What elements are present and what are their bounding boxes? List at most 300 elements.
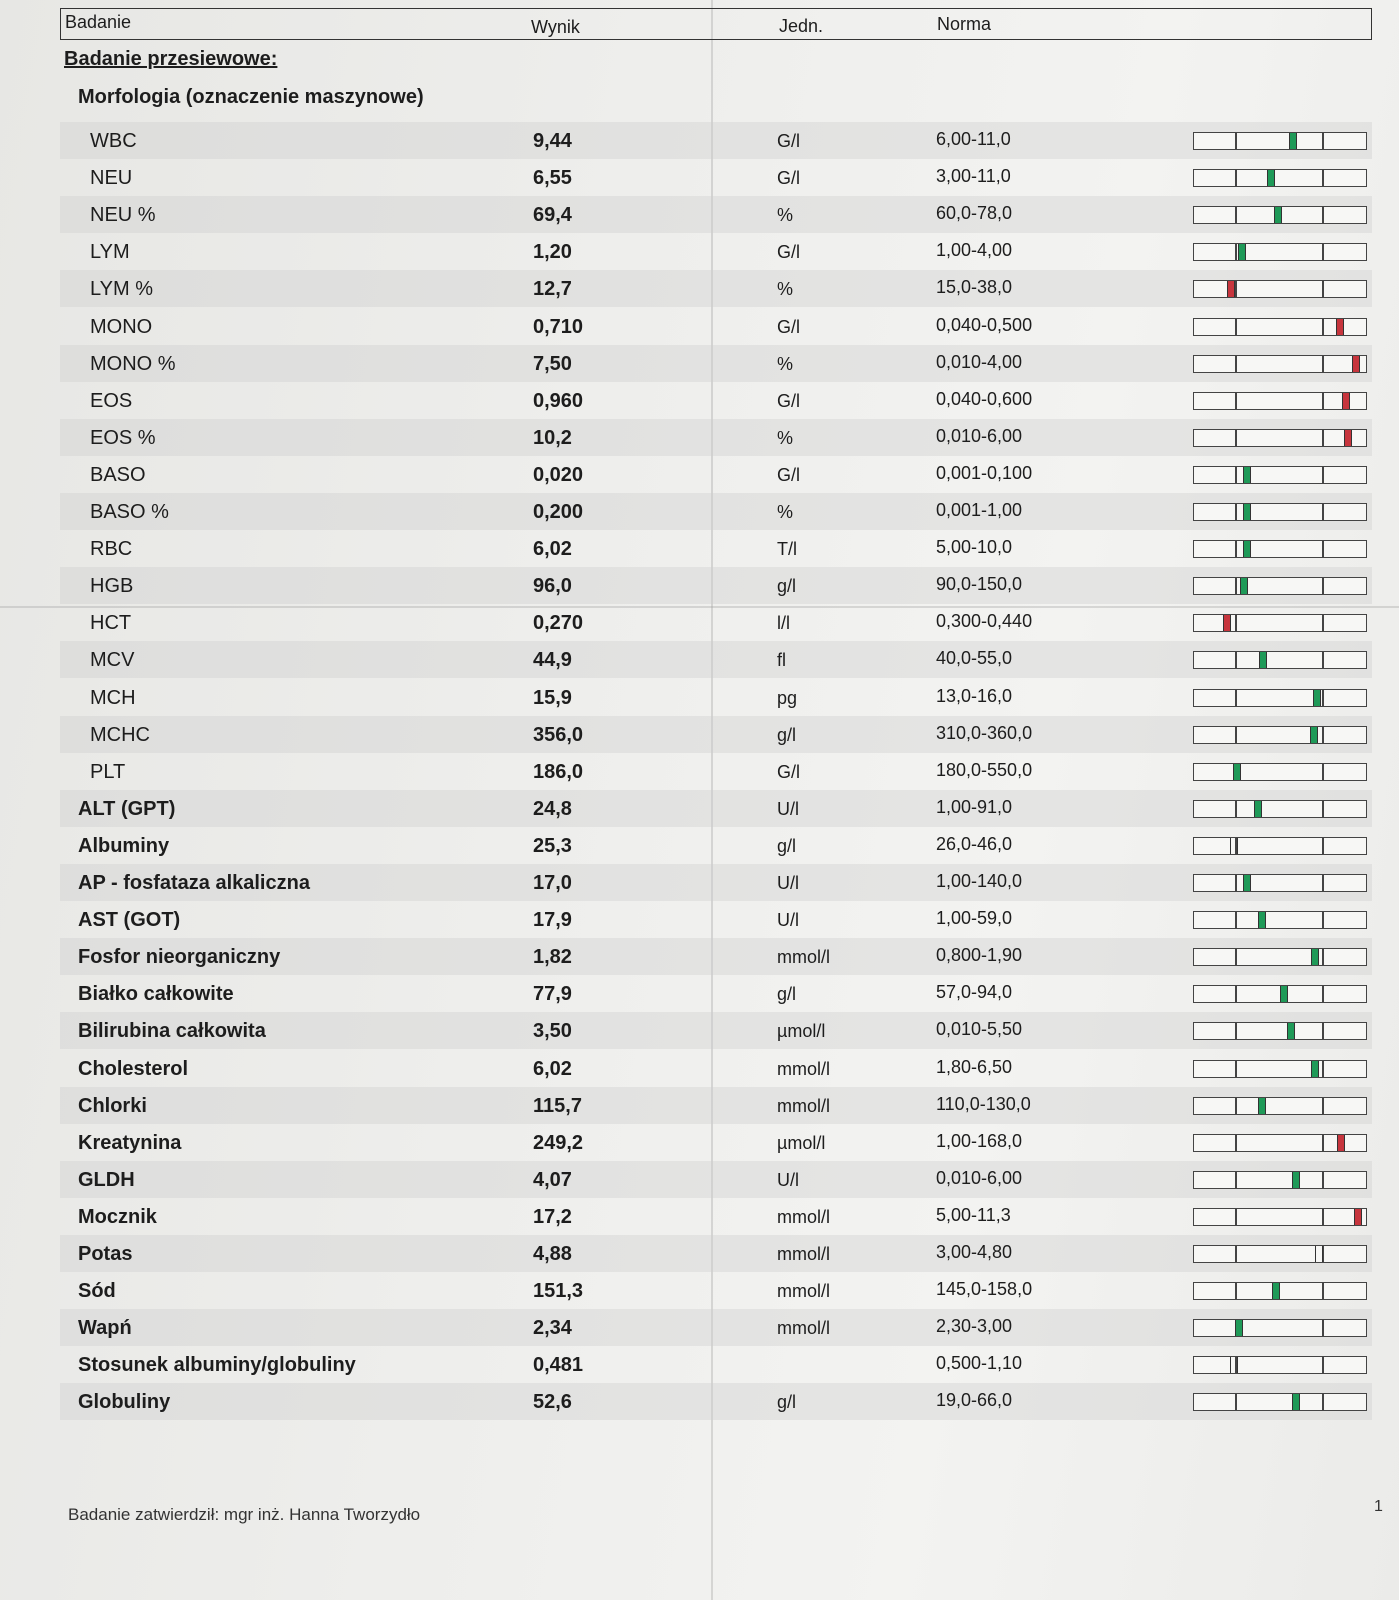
test-unit: T/l	[777, 539, 797, 560]
table-header	[60, 8, 1372, 40]
test-result: 6,55	[533, 167, 572, 190]
range-lower-tick	[1235, 1209, 1237, 1225]
test-norm: 60,0-78,0	[936, 203, 1013, 224]
table-row	[60, 196, 1372, 233]
test-result: 151,3	[533, 1280, 584, 1303]
result-marker	[1310, 727, 1318, 743]
test-name: Białko całkowite	[78, 983, 234, 1006]
range-indicator-bar	[1193, 651, 1367, 669]
result-marker	[1352, 356, 1360, 372]
test-unit: mmol/l	[777, 1058, 830, 1079]
range-indicator-bar	[1193, 1245, 1367, 1263]
test-result: 0,200	[533, 501, 584, 523]
range-upper-tick	[1322, 1283, 1324, 1299]
range-indicator-bar	[1193, 169, 1367, 187]
test-name: MCH	[90, 686, 136, 709]
test-unit: G/l	[777, 168, 801, 189]
range-upper-tick	[1322, 690, 1324, 706]
test-norm: 0,010-5,50	[936, 1019, 1023, 1040]
test-name: Kreatynina	[78, 1131, 182, 1154]
test-name: EOS	[90, 389, 133, 412]
test-norm: 57,0-94,0	[936, 982, 1013, 1003]
range-upper-tick	[1322, 393, 1324, 409]
test-name: PLT	[90, 760, 126, 783]
result-marker	[1223, 615, 1231, 631]
range-indicator-bar	[1193, 689, 1367, 707]
test-name: GLDH	[78, 1168, 135, 1191]
test-result: 69,4	[533, 204, 572, 227]
range-lower-tick	[1235, 1023, 1237, 1039]
test-name: BASO %	[90, 501, 169, 523]
range-indicator-bar	[1193, 763, 1367, 781]
range-indicator-bar	[1193, 132, 1367, 150]
test-unit: µmol/l	[777, 1132, 826, 1153]
table-row	[60, 938, 1372, 975]
test-result: 4,88	[533, 1243, 572, 1265]
test-name: Wapń	[78, 1317, 132, 1340]
result-marker	[1354, 1209, 1362, 1225]
table-row	[60, 382, 1372, 419]
table-row	[60, 1124, 1372, 1161]
test-result: 1,82	[533, 946, 572, 969]
test-norm: 310,0-360,0	[936, 722, 1033, 743]
range-lower-tick	[1235, 207, 1237, 223]
result-marker	[1227, 281, 1235, 297]
test-result: 6,02	[533, 1057, 572, 1080]
table-row	[60, 1383, 1372, 1420]
test-name: LYM	[90, 241, 130, 264]
range-upper-tick	[1322, 170, 1324, 186]
test-result: 25,3	[533, 834, 572, 857]
table-row	[60, 1050, 1372, 1087]
test-norm: 15,0-38,0	[936, 277, 1013, 298]
test-unit: G/l	[777, 316, 801, 337]
table-row	[60, 1235, 1372, 1272]
table-row	[60, 641, 1372, 678]
test-name: Stosunek albuminy/globuliny	[78, 1354, 356, 1377]
range-lower-tick	[1235, 467, 1237, 483]
test-unit: G/l	[777, 464, 801, 485]
test-unit: µmol/l	[777, 1021, 826, 1042]
range-lower-tick	[1235, 615, 1237, 631]
result-marker	[1240, 578, 1248, 594]
test-name: AP - fosfataza alkaliczna	[78, 872, 310, 894]
range-indicator-bar	[1193, 911, 1367, 929]
test-norm: 19,0-66,0	[936, 1390, 1013, 1411]
test-unit: %	[777, 279, 794, 300]
range-upper-tick	[1322, 1172, 1324, 1188]
result-marker	[1289, 133, 1297, 149]
range-upper-tick	[1322, 467, 1324, 483]
test-norm: 1,00-140,0	[936, 871, 1023, 891]
test-unit: mmol/l	[777, 947, 830, 968]
table-row	[60, 716, 1372, 753]
table-row	[60, 1309, 1372, 1346]
table-row	[60, 864, 1372, 901]
header-norm: Norma	[937, 14, 992, 34]
test-result: 3,50	[533, 1020, 572, 1043]
table-row	[60, 1346, 1372, 1383]
table-row	[60, 753, 1372, 790]
test-name: MONO	[90, 315, 153, 338]
table-row	[60, 345, 1372, 382]
header-unit: Jedn.	[779, 16, 824, 36]
range-indicator-bar	[1193, 1171, 1367, 1189]
test-norm: 0,010-6,00	[936, 425, 1023, 446]
result-marker	[1292, 1394, 1300, 1410]
result-marker	[1311, 949, 1319, 965]
test-name: Globuliny	[78, 1391, 171, 1414]
table-row	[60, 493, 1372, 530]
test-result: 356,0	[533, 723, 584, 746]
test-unit: pg	[777, 687, 798, 708]
table-row	[60, 1272, 1372, 1309]
test-name: Cholesterol	[78, 1057, 189, 1080]
test-unit: G/l	[777, 761, 801, 782]
test-result: 0,481	[533, 1354, 584, 1377]
range-indicator-bar	[1193, 948, 1367, 966]
test-name: BASO	[90, 463, 146, 486]
test-unit: l/l	[777, 613, 790, 634]
result-marker	[1258, 1098, 1266, 1114]
test-norm: 90,0-150,0	[936, 574, 1023, 595]
test-unit: g/l	[777, 724, 797, 745]
test-name: Potas	[78, 1243, 133, 1265]
test-unit: U/l	[777, 798, 799, 819]
result-marker	[1258, 912, 1266, 928]
table-row	[60, 122, 1372, 159]
range-lower-tick	[1235, 949, 1237, 965]
range-lower-tick	[1235, 986, 1237, 1002]
test-norm: 0,040-0,500	[936, 314, 1033, 335]
result-marker	[1238, 244, 1246, 260]
test-name: EOS %	[90, 426, 156, 449]
result-marker	[1336, 319, 1344, 335]
section-title: Badanie przesiewowe:	[64, 48, 278, 70]
test-norm: 6,00-11,0	[936, 129, 1011, 149]
table-row	[60, 456, 1372, 493]
test-norm: 0,500-1,10	[936, 1353, 1023, 1374]
test-unit: U/l	[777, 1169, 799, 1190]
result-marker	[1235, 1320, 1243, 1336]
range-upper-tick	[1322, 244, 1324, 260]
test-result: 44,9	[533, 649, 572, 672]
test-unit: %	[777, 502, 794, 522]
range-upper-tick	[1322, 1135, 1324, 1151]
test-name: Fosfor nieorganiczny	[78, 946, 281, 969]
range-indicator-bar	[1193, 1208, 1367, 1226]
range-indicator-bar	[1193, 614, 1367, 632]
range-upper-tick	[1322, 949, 1324, 965]
range-upper-tick	[1322, 764, 1324, 780]
test-norm: 0,010-4,00	[936, 351, 1023, 372]
result-marker	[1342, 393, 1350, 409]
test-name: MCHC	[90, 723, 150, 746]
range-lower-tick	[1235, 652, 1237, 668]
result-marker	[1344, 430, 1352, 446]
test-name: ALT (GPT)	[78, 797, 176, 820]
test-result: 17,0	[533, 872, 572, 894]
range-lower-tick	[1235, 1246, 1237, 1262]
range-upper-tick	[1322, 801, 1324, 817]
range-upper-tick	[1322, 838, 1324, 854]
test-norm: 0,800-1,90	[936, 945, 1023, 966]
result-marker	[1267, 170, 1275, 186]
range-indicator-bar	[1193, 540, 1367, 558]
table-row	[60, 790, 1372, 827]
table-row	[60, 975, 1372, 1012]
range-upper-tick	[1322, 875, 1324, 891]
range-lower-tick	[1235, 801, 1237, 817]
test-name: Sód	[78, 1280, 116, 1303]
test-result: 1,20	[533, 241, 572, 264]
test-unit: mmol/l	[777, 1281, 830, 1302]
test-name: Mocznik	[78, 1205, 157, 1228]
test-result: 249,2	[533, 1131, 584, 1154]
result-marker	[1243, 467, 1251, 483]
test-norm: 0,010-6,00	[936, 1167, 1023, 1188]
test-result: 7,50	[533, 352, 572, 375]
range-lower-tick	[1235, 393, 1237, 409]
range-upper-tick	[1322, 986, 1324, 1002]
table-row	[60, 567, 1372, 604]
range-upper-tick	[1322, 207, 1324, 223]
range-lower-tick	[1235, 690, 1237, 706]
test-result: 0,710	[533, 315, 584, 338]
test-name: RBC	[90, 538, 133, 561]
subsection-title: Morfologia (oznaczenie maszynowe)	[78, 86, 424, 108]
test-result: 77,9	[533, 983, 572, 1006]
test-norm: 1,00-168,0	[936, 1130, 1023, 1151]
result-marker	[1311, 1061, 1319, 1077]
test-norm: 0,001-0,100	[936, 462, 1033, 483]
range-indicator-bar	[1193, 503, 1367, 521]
test-result: 9,44	[533, 130, 572, 152]
result-marker	[1313, 690, 1321, 706]
test-name: MONO %	[90, 352, 176, 375]
range-indicator-bar	[1193, 800, 1367, 818]
test-result: 0,270	[533, 612, 584, 635]
table-row	[60, 270, 1372, 307]
range-indicator-bar	[1193, 985, 1367, 1003]
range-upper-tick	[1322, 356, 1324, 372]
header-test: Badanie	[65, 12, 132, 32]
range-indicator-bar	[1193, 1022, 1367, 1040]
test-result: 186,0	[533, 760, 584, 783]
test-unit: g/l	[777, 984, 797, 1005]
test-unit: g/l	[777, 835, 797, 856]
test-norm: 5,00-10,0	[936, 537, 1013, 558]
table-row	[60, 827, 1372, 864]
result-marker	[1254, 801, 1262, 817]
test-name: HGB	[90, 575, 134, 598]
range-lower-tick	[1235, 875, 1237, 891]
table-row	[60, 419, 1372, 456]
result-marker	[1337, 1135, 1345, 1151]
range-upper-tick	[1322, 319, 1324, 335]
range-lower-tick	[1235, 1172, 1237, 1188]
range-indicator-bar	[1193, 1393, 1367, 1411]
test-result: 52,6	[533, 1391, 572, 1414]
approval-footer: Badanie zatwierdził: mgr inż. Hanna Tworzydło	[68, 1505, 421, 1524]
test-result: 24,8	[533, 797, 572, 820]
range-indicator-bar	[1193, 837, 1367, 855]
result-marker	[1292, 1172, 1300, 1188]
test-unit: %	[777, 353, 794, 374]
test-name: Bilirubina całkowita	[78, 1020, 266, 1043]
test-norm: 1,80-6,50	[936, 1056, 1013, 1077]
test-name: MCV	[90, 649, 135, 672]
test-norm: 1,00-91,0	[936, 796, 1013, 817]
test-unit: G/l	[777, 390, 801, 411]
range-lower-tick	[1235, 912, 1237, 928]
test-result: 6,02	[533, 538, 572, 561]
range-lower-tick	[1235, 1061, 1237, 1077]
table-row	[60, 679, 1372, 716]
test-unit: U/l	[777, 873, 799, 893]
range-lower-tick	[1235, 504, 1237, 520]
result-marker	[1259, 652, 1267, 668]
test-norm: 1,00-4,00	[936, 240, 1013, 261]
range-indicator-bar	[1193, 1097, 1367, 1115]
test-norm: 145,0-158,0	[936, 1279, 1033, 1300]
range-indicator-bar	[1193, 392, 1367, 410]
range-upper-tick	[1322, 504, 1324, 520]
range-upper-tick	[1322, 1357, 1324, 1373]
test-norm: 1,00-59,0	[936, 908, 1013, 929]
test-norm: 26,0-46,0	[936, 833, 1013, 854]
result-marker	[1272, 1283, 1280, 1299]
range-upper-tick	[1322, 430, 1324, 446]
table-row	[60, 604, 1372, 641]
result-marker	[1243, 875, 1251, 891]
test-unit: fl	[777, 650, 786, 671]
range-lower-tick	[1235, 244, 1237, 260]
range-indicator-bar	[1193, 1319, 1367, 1337]
range-lower-tick	[1235, 1394, 1237, 1410]
range-indicator-bar	[1193, 577, 1367, 595]
test-result: 0,960	[533, 389, 584, 412]
test-norm: 0,040-0,600	[936, 388, 1033, 409]
range-lower-tick	[1235, 170, 1237, 186]
range-lower-tick	[1235, 727, 1237, 743]
range-lower-tick	[1235, 541, 1237, 557]
test-name: NEU %	[90, 204, 156, 227]
test-norm: 3,00-11,0	[936, 166, 1011, 187]
range-upper-tick	[1322, 578, 1324, 594]
table-row	[60, 530, 1372, 567]
test-result: 15,9	[533, 686, 572, 709]
test-unit: mmol/l	[777, 1244, 830, 1264]
test-result: 17,9	[533, 909, 572, 932]
result-marker-empty	[1230, 1357, 1238, 1373]
range-indicator-bar	[1193, 280, 1367, 298]
table-row	[60, 308, 1372, 345]
test-result: 10,2	[533, 426, 572, 449]
range-lower-tick	[1235, 281, 1237, 297]
table-row	[60, 1012, 1372, 1049]
range-indicator-bar	[1193, 243, 1367, 261]
range-lower-tick	[1235, 133, 1237, 149]
test-norm: 3,00-4,80	[936, 1242, 1013, 1262]
result-marker	[1280, 986, 1288, 1002]
result-marker	[1233, 764, 1241, 780]
test-unit: mmol/l	[777, 1206, 830, 1227]
test-name: LYM %	[90, 278, 153, 301]
test-result: 96,0	[533, 575, 572, 598]
range-lower-tick	[1235, 319, 1237, 335]
test-name: WBC	[90, 130, 137, 152]
test-result: 12,7	[533, 278, 572, 301]
test-unit: G/l	[777, 242, 801, 263]
test-norm: 5,00-11,3	[936, 1204, 1011, 1225]
test-norm: 2,30-3,00	[936, 1316, 1013, 1337]
test-result: 115,7	[533, 1094, 582, 1117]
test-unit: mmol/l	[777, 1095, 830, 1116]
range-upper-tick	[1322, 1320, 1324, 1336]
range-upper-tick	[1322, 1209, 1324, 1225]
test-unit: %	[777, 205, 794, 226]
range-indicator-bar	[1193, 355, 1367, 373]
range-indicator-bar	[1193, 1356, 1367, 1374]
result-marker-empty	[1315, 1246, 1323, 1262]
range-upper-tick	[1322, 133, 1324, 149]
range-upper-tick	[1322, 652, 1324, 668]
range-lower-tick	[1235, 430, 1237, 446]
test-unit: G/l	[777, 131, 801, 151]
table-row	[60, 1198, 1372, 1235]
table-row	[60, 159, 1372, 196]
result-marker	[1287, 1023, 1295, 1039]
table-row	[60, 233, 1372, 270]
range-indicator-bar	[1193, 726, 1367, 744]
range-upper-tick	[1322, 727, 1324, 743]
range-lower-tick	[1235, 1283, 1237, 1299]
test-norm: 0,001-1,00	[936, 500, 1023, 520]
test-name: Chlorki	[78, 1094, 147, 1117]
test-result: 17,2	[533, 1205, 572, 1228]
test-unit: U/l	[777, 910, 799, 931]
test-unit: %	[777, 427, 794, 448]
test-norm: 13,0-16,0	[936, 685, 1013, 706]
result-marker	[1243, 541, 1251, 557]
range-lower-tick	[1235, 1098, 1237, 1114]
test-name: NEU	[90, 167, 133, 190]
result-marker	[1274, 207, 1282, 223]
test-result: 2,34	[533, 1317, 572, 1340]
range-upper-tick	[1322, 1394, 1324, 1410]
range-upper-tick	[1322, 1061, 1324, 1077]
range-upper-tick	[1322, 1023, 1324, 1039]
result-marker-empty	[1230, 838, 1238, 854]
test-norm: 40,0-55,0	[936, 648, 1013, 669]
test-name: Albuminy	[78, 834, 170, 857]
table-row	[60, 1087, 1372, 1124]
table-row	[60, 901, 1372, 938]
range-lower-tick	[1235, 1135, 1237, 1151]
test-unit: mmol/l	[777, 1318, 830, 1339]
header-result: Wynik	[531, 17, 580, 37]
range-indicator-bar	[1193, 874, 1367, 892]
test-norm: 0,300-0,440	[936, 611, 1033, 632]
range-lower-tick	[1235, 578, 1237, 594]
table-row	[60, 1161, 1372, 1198]
range-upper-tick	[1322, 615, 1324, 631]
range-indicator-bar	[1193, 1282, 1367, 1300]
range-indicator-bar	[1193, 1134, 1367, 1152]
range-indicator-bar	[1193, 206, 1367, 224]
test-name: HCT	[90, 612, 132, 635]
